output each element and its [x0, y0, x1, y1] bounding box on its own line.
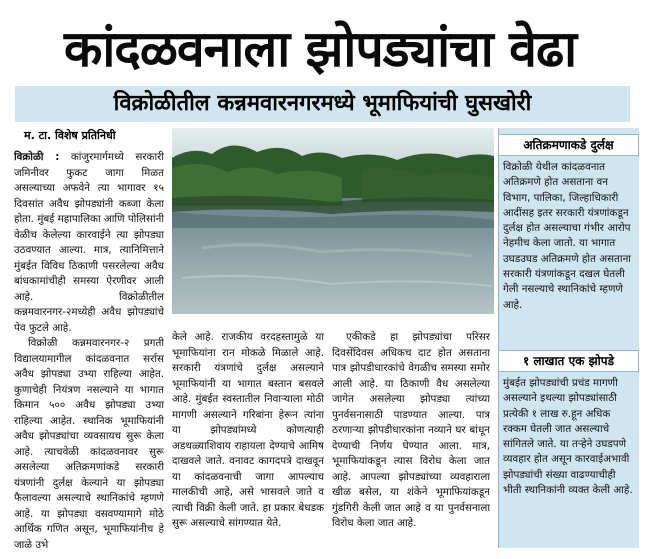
- column-1-paragraph-1: [14, 150, 164, 336]
- sidebar-heading-one-lakh: १ लाखात एक झोपडे: [498, 350, 639, 372]
- sidebar-heading-encroachment: अतिक्रमणाकडे दुर्लक्ष: [498, 134, 639, 156]
- sidebar-text-encroachment: विक्रोळी येथील कांदळवनात अतिक्रमणे होत असताना वन विभाग, पालिका, जिल्हाधिकारी आदींसह इतर सरकारी यंत्रणांकडून दुर्लक्ष होत असल्याचा गंभीर आरोप नेहमीच केला जातो. या भागात उघडउघड अतिक्रमणे होत असताना सरकारी यंत्रणांकडून दखल घेतली गेली नसल्याचे स्थानिकांचे म्हणणे आहे.: [503, 161, 631, 311]
- article-column-1: [14, 150, 164, 554]
- column-1-paragraph-1-text: कांजुरमार्गमध्ये सरकारी जमिनीवर फुकट जागा मिळत असल्याच्या अफवेने त्या भागावर १५ दिवसांत अवैध झोपड्यांनी कब्जा केला होता. मुंबई महापालिका आणि पोलिसांनी वेळीच केलेल्या कारवाईने त्या झोपड्या उठवण्यात आल्या. मात्र, त्यानिमित्ताने मुंबईत विविध ठिकाणी पसरलेल्या अवैध बांधकामांचीही समस्या ऐरणीवर आली आहे. विक्रोळीतील कन्नमवारनगर-२मध्येही अवैध झोपड्यांचे पेव फुटले आहे.: [14, 151, 164, 334]
- dateline: विक्रोळी :: [14, 151, 60, 163]
- article-column-2: [172, 330, 324, 550]
- headline: कांदळवनाला झोपड्यांचा वेढा: [63, 20, 577, 78]
- subheadline: विक्रोळीतील कन्नमवारनगरमध्ये भूमाफियांची घुसखोरी: [113, 91, 532, 116]
- mangrove-photo-image: [172, 128, 494, 314]
- mangrove-photo: [172, 128, 494, 314]
- article-column-3: [332, 330, 490, 550]
- column-2-paragraph-1: केले आहे. राजकीय वरदहस्तामुळे या भूमाफियांना रान मोकळे मिळाले आहे. सरकारी यंत्रणांचे दुर्लक्ष असल्याने भूमाफियांनी या भागात बस्तान बसवले आहे. मुंबईत स्वस्तातील निवाऱ्याला मोठी मागणी असल्याने गरिबांना हेरून त्यांना या झोपड्यांमध्ये कोणत्याही अडथळ्याशिवाय राहायला देण्याचे आमिष दाखवले जाते. वनावट कागदपत्रे दाखवून या कांदळवनाची जागा आपल्याच मालकीची आहे, असे भासवले जाते व त्याची विक्री केली जाते. हा प्रकार बेधडक सुरू असल्याचे सांगण्यात येते.: [172, 331, 324, 529]
- column-1-paragraph-2: विक्रोळी कन्नमवारनगर-२ प्रगती विद्यालयामागील कांदळवनात सर्रास अवैध झोपड्या उभ्या राहिल्या आहेत. कुणाचेही नियंत्रण नसल्याने या भागात किमान ५०० अवैध झोपड्या उभ्या राहिल्या आहेत. स्थानिक भूमाफियांनी अवैध झोपड्यांचा व्यवसायच सुरू केला आहे. त्याचवेळी कांदळवनावर सुरू असलेल्या अतिक्रमणांकडे सरकारी यंत्रणांनी दुर्लक्ष केल्याने या झोपड्या फैलावल्या असल्याचे स्थानिकांचे म्हणणे आहे. या झोपड्या वसवण्यामागे मोठे आर्थिक गणित असून, भूमाफियांनीच हे जाळे उभे: [14, 337, 164, 551]
- column-3-paragraph-1: एकीकडे हा झोपड्यांचा परिसर दिवसेंदिवस अधिकच दाट होत असताना पात्र झोपडीधारकांचे वेगळीच समस्या समोर आली आहे. या ठिकाणी वैध असलेल्या जागेत असलेल्या झोपड्या त्यांच्या पुनर्वसनासाठी पाडण्यात आल्या. पात्र ठरणाऱ्या झोपडीधारकांना नव्याने घर बांधून देण्याची निर्णय घेण्यात आला. मात्र, भूमाफियांकडून त्यास विरोध केला जात आहे. आपल्या झोपड्यांच्या व्यवहाराला खीळ बसेल, या शंकेने भूमाफियांकडून गुंडगिरी केली जात आहे व या पुनर्वसनाला विरोध केला जात आहे.: [332, 331, 490, 529]
- byline: म. टा. विशेष प्रतिनिधी: [24, 129, 116, 142]
- sidebar-text-one-lakh: मुंबईत झोपड्यांची प्रचंड मागणी असल्याने इथल्या झोपड्यांसाठी प्रत्येकी १ लाख रु.हून अधिक रक्कम घेतली जात असल्याचे सांगितले जाते. या तऱ्हेने उघडपणे व्यवहार होत असून कारवाईअभावी झोपड्यांची संख्या वाढण्याचीही भीती स्थानिकांनी व्यक्त केली आहे.: [503, 377, 633, 497]
